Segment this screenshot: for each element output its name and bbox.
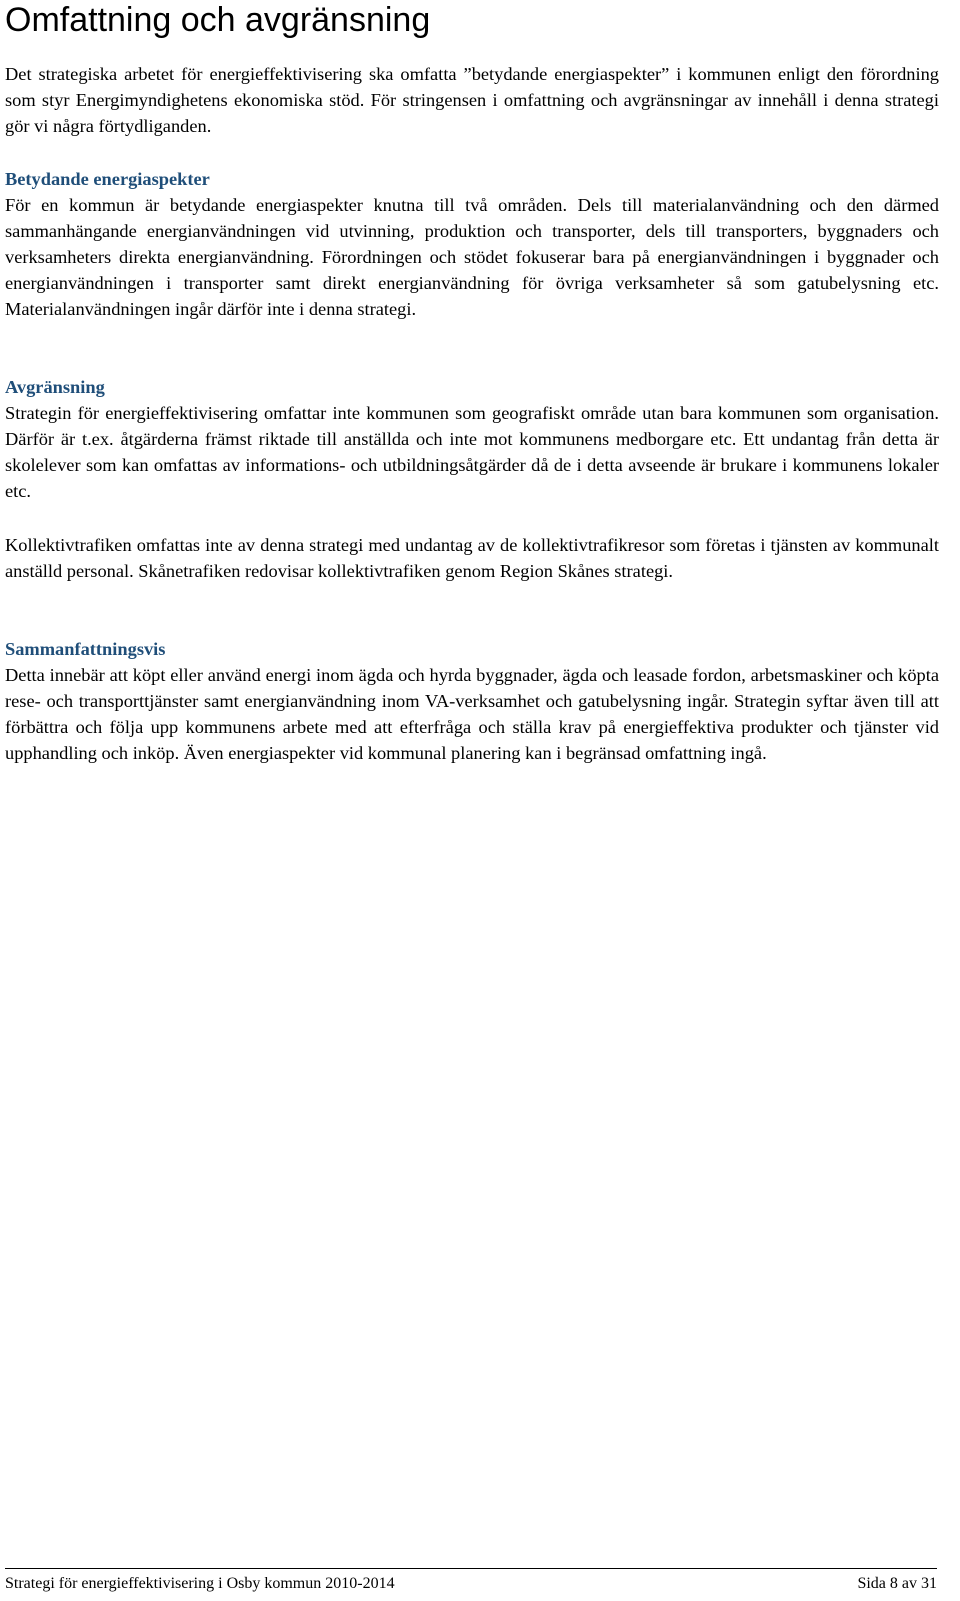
section-sammanfattningsvis [5,636,939,766]
section-paragraph: Kollektivtrafiken omfattas inte av denna strategi med undantag av de kollektivtrafikresor som företas i tjänsten av kommunalt anställd personal. Skånetrafiken redovisar kollektivtrafiken genom Region Skånes strategi. [5,535,939,581]
section-heading: Betydande energiaspekter [5,169,210,189]
document-page [5,0,939,763]
page-title: Omfattning och avgränsning [5,1,431,39]
section-paragraph: Strategin för energieffektivisering omfattar inte kommunen som geografiskt område utan bara kommunen som organisation. Därför är t.ex. åtgärderna främst riktade till anställda och inte mot kommunens medborgare etc. Ett undantag från detta är skolelever som kan omfattas av informations- och utbildningsåtgärder då de i detta avseende är brukare i kommunens lokaler etc. [5,403,939,501]
intro-paragraph: Det strategiska arbetet för energieffektivisering ska omfatta ”betydande energiaspekter” i kommunen enligt den förordning som styr Energimyndighetens ekonomiska stöd. För stringensen i omfattning och avgränsningar av innehåll i denna strategi gör vi några förtydliganden. [5,64,939,136]
section-paragraph: Detta innebär att köpt eller använd energi inom ägda och hyrda byggnader, ägda och leasade fordon, arbetsmaskiner och köpta rese- och transporttjänster samt energianvändning inom VA-verksamhet och gatubelysning ingår. Strategin syftar även till att förbättra och följa upp kommunens arbete med att efterfråga och ställa krav på energieffektiva produkter och tjänster vid upphandling och inköp. Även energiaspekter vid kommunal planering kan i begränsad omfattning ingå. [5,665,939,763]
intro-section [5,61,939,139]
page-footer [5,1573,937,1595]
footer-page-number: Sida 8 av 31 [857,1575,937,1592]
section-kollektivtrafik [5,532,939,584]
section-paragraph: För en kommun är betydande energiaspekter knutna till två områden. Dels till materialanvändning och den därmed sammanhängande energianvändningen vid utvinning, produktion och transporter, dels till transporters, byggnaders och verksamheters direkta energianvändning. Förordningen och stödet fokuserar bara på energianvändningen i byggnader och energianvändningen i transporter samt direkt energianvändning för övriga verksamheter så som gatubelysning etc. Materialanvändningen ingår därför inte i denna strategi. [5,195,939,319]
section-betydande-energiaspekter [5,166,939,322]
footer-document-title: Strategi för energieffektivisering i Osby kommun 2010-2014 [5,1575,395,1592]
section-avgransning [5,374,939,504]
section-heading: Avgränsning [5,377,105,397]
section-heading: Sammanfattningsvis [5,639,166,659]
footer-divider [5,1568,937,1569]
